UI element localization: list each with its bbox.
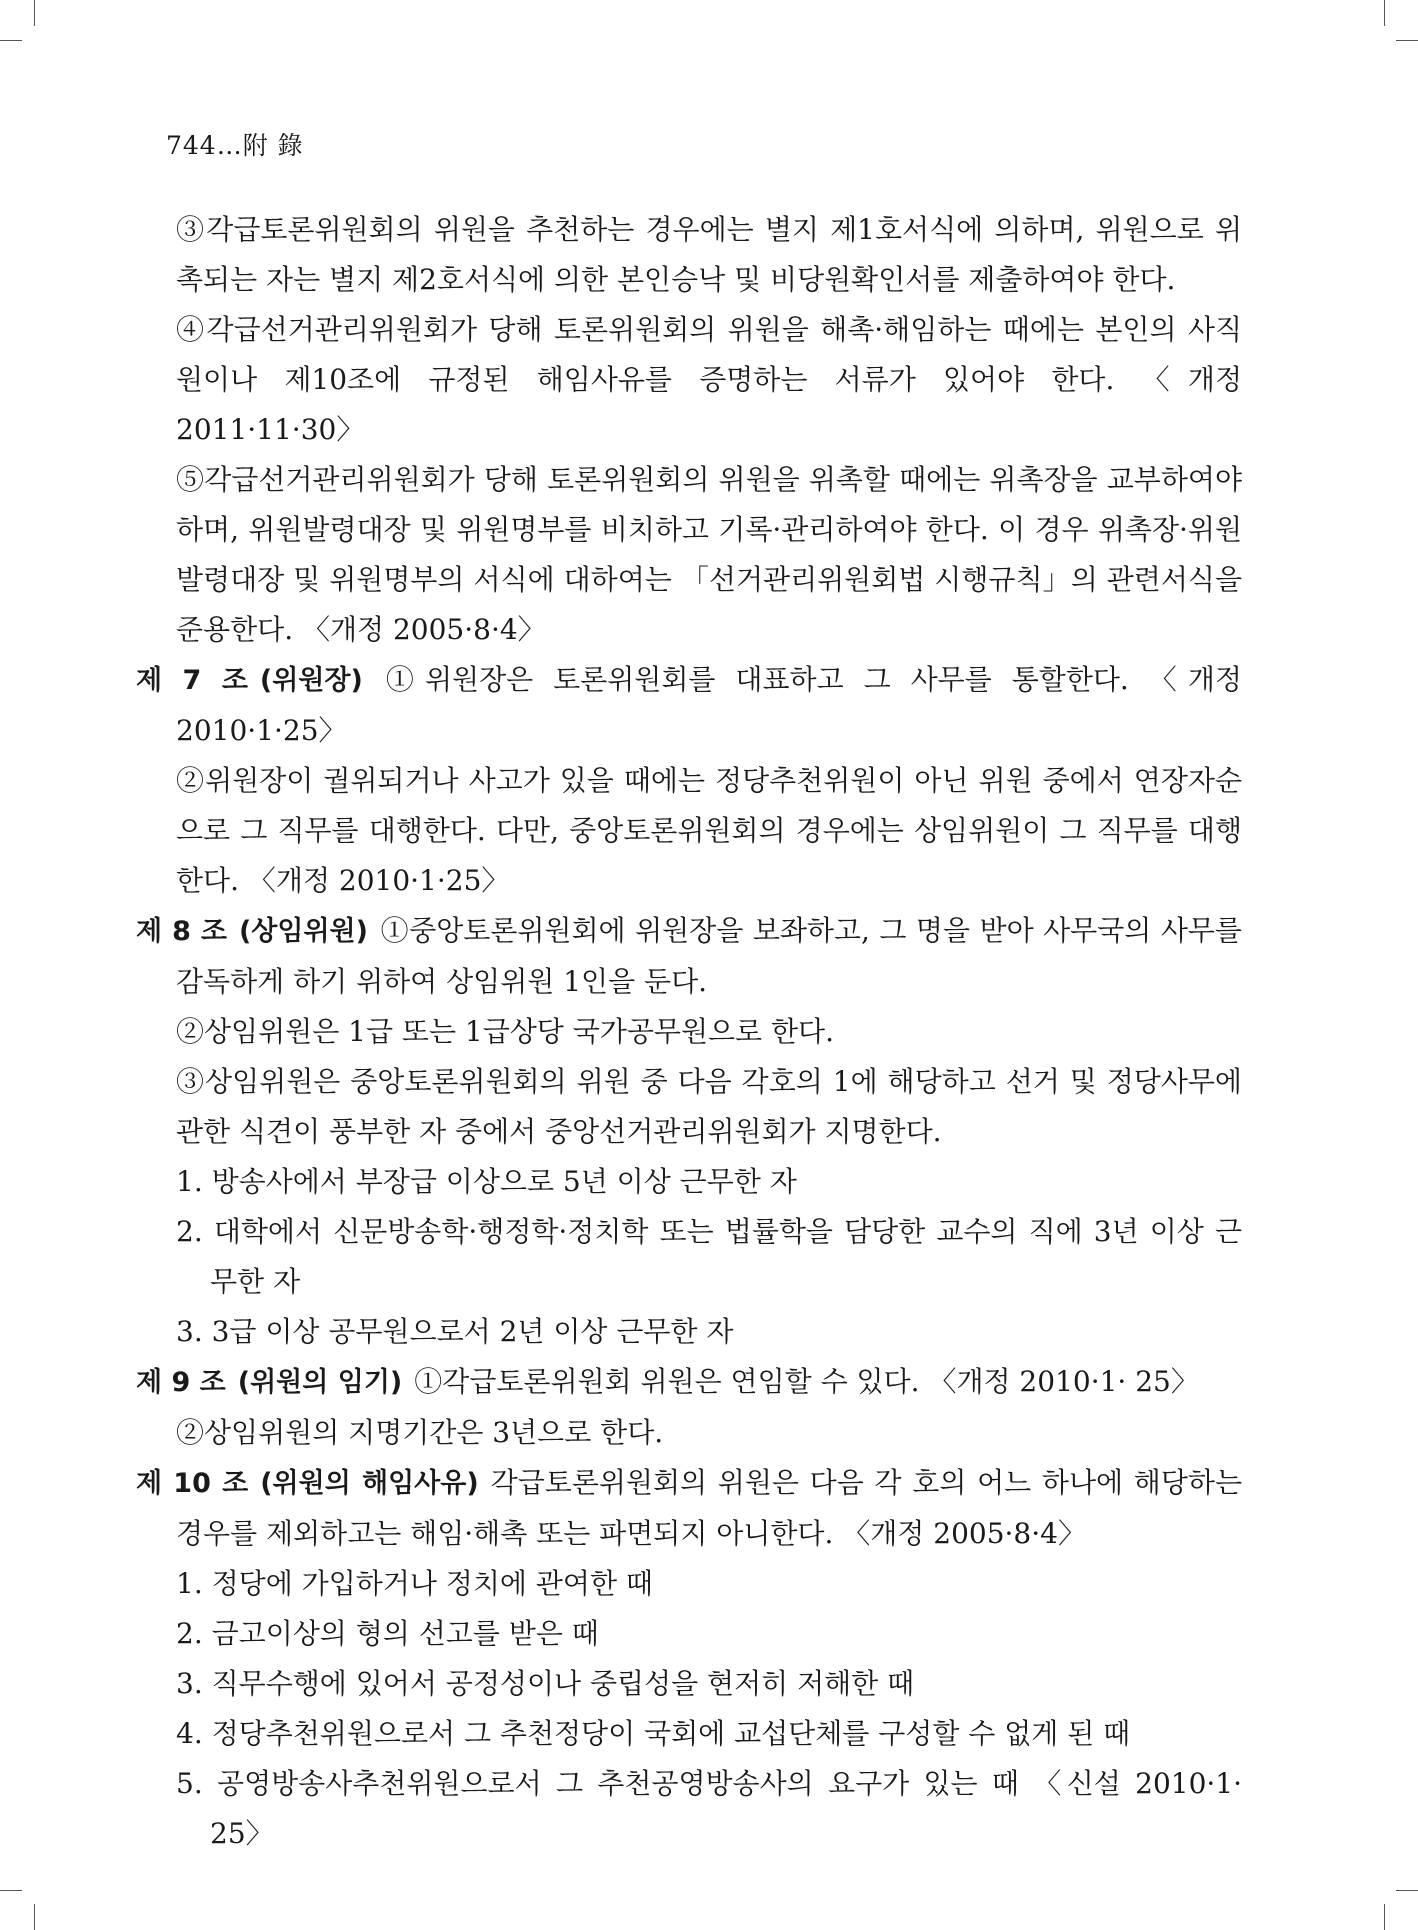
article-8-paragraph-2: ②상임위원은 1급 또는 1급상당 국가공무원으로 한다. [176,1015,834,1048]
header-separator: … [216,131,243,160]
article-9 [136,1357,1242,1408]
article-8-paragraph-3: ③상임위원은 중앙토론위원회의 위원 중 다음 각호의 1에 해당하고 선거 및 정당사무에 관한 식견이 풍부한 자 중에서 중앙선거관리위원회가 지명한다. [176,1065,1242,1148]
article-8-number: 제 8 조 [136,916,227,947]
article-8-paragraph-1: ①중앙토론위원회에 위원장을 보좌하고, 그 명을 받아 사무국의 사무를 감독하게 하기 위하여 상임위원 1인을 둔다. [176,914,1242,998]
crop-mark [1384,1904,1385,1930]
crop-mark [1396,40,1418,41]
list-item: 2. 대학에서 신문방송학·행정학·정치학 또는 법률학을 담당한 교수의 직에 3년 이상 근무한 자 [176,1215,1242,1298]
crop-mark [34,0,35,26]
header-section: 附 錄 [242,131,304,160]
list-item: 2. 금고이상의 형의 선고를 받은 때 [176,1617,599,1650]
list-item: 1. 방송사에서 부장급 이상으로 5년 이상 근무한 자 [176,1165,797,1198]
article-10-title: (위원의 해임사유) [260,1468,479,1499]
article-9-number: 제 9 조 [136,1367,226,1398]
crop-mark [0,1890,22,1891]
article-8-title: (상임위원) [238,916,368,947]
article-6-paragraph-5: ⑤각급선거관리위원회가 당해 토론위원회의 위원을 위촉할 때에는 위촉장을 교부하여야 하며, 위원발령대장 및 위원명부를 비치하고 기록·관리하여야 한다. 이 경우 위촉장·위원발령대장 및 위원명부의 서식에 대하여는 「선거관리위원회법 시행규칙」의 관련서식을 준용한다. 〈개정 2005·8·4〉 [176,463,1242,646]
crop-mark [34,1904,35,1930]
article-9-paragraph-1: ①각급토론위원회 위원은 연임할 수 있다. 〈개정 2010·1· 25〉 [414,1365,1199,1398]
article-8 [136,906,1242,1007]
article-7-paragraph-1: ①위원장은 토론위원회를 대표하고 그 사무를 통할한다. 〈개정 2010·1·25〉 [176,663,1242,747]
article-6-paragraph-3: ③각급토론위원회의 위원을 추천하는 경우에는 별지 제1호서식에 의하며, 위원으로 위촉되는 자는 별지 제2호서식에 의한 본인승낙 및 비당원확인서를 제출하여야 한다. [176,213,1242,296]
article-10 [136,1458,1242,1559]
article-10-paragraph-1: 각급토론위원회의 위원은 다음 각 호의 어느 하나에 해당하는 경우를 제외하고는 해임·해촉 또는 파면되지 아니한다. 〈개정 2005·8·4〉 [176,1466,1242,1550]
article-9-title: (위원의 임기) [237,1367,403,1398]
article-7-paragraph-2: ②위원장이 궐위되거나 사고가 있을 때에는 정당추천위원이 아닌 위원 중에서 연장자순으로 그 직무를 대행한다. 다만, 중앙토론위원회의 경우에는 상임위원이 그 직무를 대행한다. 〈개정 2010·1·25〉 [176,764,1242,897]
crop-mark [1384,0,1385,26]
article-7 [136,655,1242,756]
article-7-title: (위원장) [259,665,363,696]
running-header [166,126,304,162]
list-item: 5. 공영방송사추천위원으로서 그 추천공영방송사의 요구가 있는 때 〈신설 2010·1· 25〉 [176,1767,1242,1850]
article-10-number: 제 10 조 [136,1468,249,1499]
page-number: 744 [166,131,217,160]
article-6-paragraph-4: ④각급선거관리위원회가 당해 토론위원회의 위원을 해촉·해임하는 때에는 본인의 사직원이나 제10조에 규정된 해임사유를 증명하는 서류가 있어야 한다. 〈개정 2011·11·30〉 [176,313,1242,446]
list-item: 4. 정당추천위원으로서 그 추천정당이 국회에 교섭단체를 구성할 수 없게 된 때 [176,1717,1131,1750]
crop-mark [1396,1890,1418,1891]
list-item: 3. 3급 이상 공무원으로서 2년 이상 근무한 자 [176,1315,734,1348]
article-9-paragraph-2: ②상임위원의 지명기간은 3년으로 한다. [176,1416,664,1449]
article-7-number: 제 7 조 [136,665,248,696]
document-body [136,205,1242,1859]
list-item: 1. 정당에 가입하거나 정치에 관여한 때 [176,1567,653,1600]
list-item: 3. 직무수행에 있어서 공정성이나 중립성을 현저히 저해한 때 [176,1667,915,1700]
crop-mark [0,40,22,41]
